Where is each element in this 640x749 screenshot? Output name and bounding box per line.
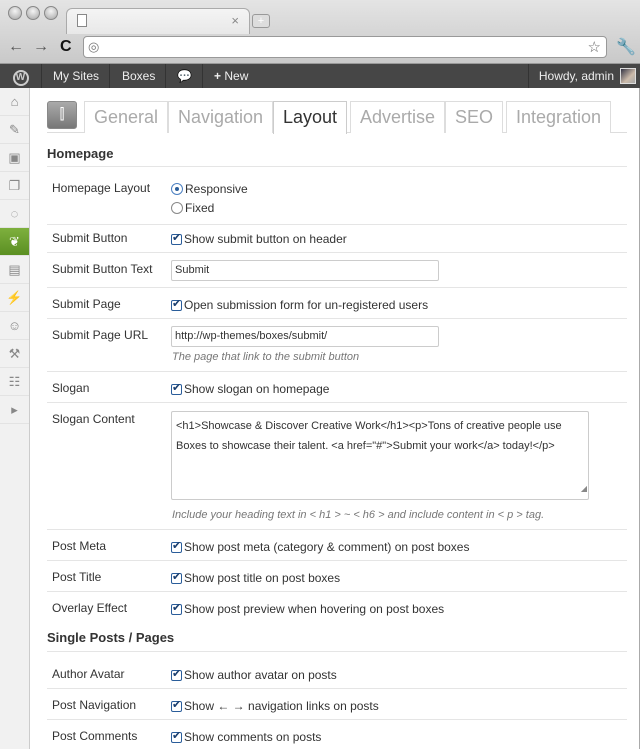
comments-icon[interactable]: ◌ xyxy=(0,200,29,228)
post-comments-label: Post Comments xyxy=(52,729,138,743)
checkbox[interactable] xyxy=(171,300,182,311)
tab-general[interactable]: General xyxy=(84,101,168,133)
new-label: New xyxy=(224,69,249,83)
address-bar[interactable] xyxy=(83,36,607,58)
new-tab-button[interactable]: + xyxy=(252,14,270,28)
divider xyxy=(47,318,627,319)
radio-button[interactable] xyxy=(171,202,183,214)
wordpress-logo-icon[interactable] xyxy=(0,64,42,88)
divider xyxy=(47,529,627,530)
site-link[interactable]: Boxes xyxy=(112,64,166,88)
divider xyxy=(47,402,627,403)
checkbox[interactable] xyxy=(171,542,182,553)
homepage-layout-label: Homepage Layout xyxy=(52,181,151,195)
pin-icon[interactable]: ✎ xyxy=(0,116,29,144)
checkbox[interactable] xyxy=(171,604,182,615)
post-navigation-checkbox[interactable] xyxy=(171,699,379,713)
post-meta-checkbox[interactable] xyxy=(171,540,469,554)
post-comments-checkbox[interactable] xyxy=(171,730,321,744)
my-sites-link[interactable]: My Sites xyxy=(43,64,110,88)
submit-button-text-input[interactable]: Submit xyxy=(171,260,439,281)
users-icon[interactable]: ☺ xyxy=(0,312,29,340)
wp-logo-glyph: W xyxy=(13,70,29,86)
radio-responsive[interactable] xyxy=(171,182,248,196)
divider xyxy=(47,371,627,372)
divider xyxy=(47,166,627,167)
post-navigation-label: Post Navigation xyxy=(52,698,137,712)
checkbox[interactable] xyxy=(171,732,182,743)
submit-button-checkbox[interactable] xyxy=(171,232,347,246)
checkbox-label: Show post meta (category & comment) on post boxes xyxy=(184,540,470,554)
plus-icon: + xyxy=(214,69,222,83)
divider xyxy=(47,688,627,689)
reload-button[interactable]: C xyxy=(60,38,72,55)
collapse-icon[interactable]: ▸ xyxy=(0,396,29,424)
checkbox-label: Show comments on posts xyxy=(184,730,322,744)
slogan-content-hint: Include your heading text in < h1 > ~ < h6 > and include content in < p > tag. xyxy=(172,509,545,521)
howdy-text: Howdy, admin xyxy=(538,69,614,83)
radio-label: Responsive xyxy=(185,182,248,196)
divider xyxy=(47,287,627,288)
resize-handle-icon[interactable]: ◢ xyxy=(580,484,587,493)
checkbox-label: Show post title on post boxes xyxy=(184,571,341,585)
divider xyxy=(47,252,627,253)
tab-navigation[interactable]: Navigation xyxy=(168,101,273,133)
tab-advertise[interactable]: Advertise xyxy=(350,101,445,133)
checkbox-label: Show slogan on homepage xyxy=(184,382,330,396)
checkbox-label: Show author avatar on posts xyxy=(184,668,337,682)
media-icon[interactable]: ▣ xyxy=(0,144,29,172)
submit-page-checkbox[interactable] xyxy=(171,298,428,312)
author-avatar-label: Author Avatar xyxy=(52,667,125,681)
post-title-checkbox[interactable] xyxy=(171,571,340,585)
checkbox-label: Show ← → navigation links on posts xyxy=(184,699,379,713)
radio-label: Fixed xyxy=(185,201,215,215)
divider xyxy=(47,719,627,720)
checkbox-label: Show submit button on header xyxy=(184,232,347,246)
checkbox-label: Open submission form for un-registered users xyxy=(184,298,429,312)
slogan-content-textarea[interactable] xyxy=(171,411,589,500)
globe-icon: ◎ xyxy=(88,39,100,54)
slogan-checkbox[interactable] xyxy=(171,382,329,396)
tab-close-icon[interactable]: × xyxy=(231,13,239,28)
textarea-value: <h1>Showcase & Discover Creative Work</h1><p>Tons of creative people use Boxes to showcase their talent. <a href="#">Submit your work</a> today!</p> xyxy=(176,420,562,452)
admin-sidebar xyxy=(0,88,30,749)
submit-url-hint: The page that link to the submit button xyxy=(172,351,360,363)
appearance-icon[interactable]: ▤ xyxy=(0,256,29,284)
post-meta-label: Post Meta xyxy=(52,539,107,553)
zoom-window-button[interactable] xyxy=(44,6,58,20)
overlay-effect-label: Overlay Effect xyxy=(52,601,128,615)
pages-icon[interactable]: ❐ xyxy=(0,172,29,200)
tab-layout[interactable]: Layout xyxy=(273,101,347,134)
single-posts-heading: Single Posts / Pages xyxy=(47,630,175,645)
divider xyxy=(47,560,627,561)
options-tabs xyxy=(47,100,627,133)
browser-chrome xyxy=(0,0,640,64)
forward-button[interactable]: → xyxy=(33,38,49,55)
submit-page-label: Submit Page xyxy=(52,297,121,311)
tab-integration[interactable]: Integration xyxy=(506,101,611,133)
divider xyxy=(47,591,627,592)
submit-page-url-label: Submit Page URL xyxy=(52,328,149,342)
wrench-icon[interactable]: 🔧 xyxy=(616,39,636,56)
checkbox-label: Show post preview when hovering on post boxes xyxy=(184,602,445,616)
close-window-button[interactable] xyxy=(8,6,22,20)
overlay-effect-checkbox[interactable] xyxy=(171,602,444,616)
radio-fixed[interactable] xyxy=(171,201,214,215)
leaf-icon[interactable]: ❦ xyxy=(0,228,29,256)
settings-icon[interactable]: ☷ xyxy=(0,368,29,396)
checkbox[interactable] xyxy=(171,701,182,712)
slogan-label: Slogan xyxy=(52,381,90,395)
page-icon xyxy=(77,14,87,27)
browser-tab[interactable] xyxy=(66,8,250,34)
comments-icon[interactable]: 💬 xyxy=(167,64,203,88)
submit-page-url-input[interactable]: http://wp-themes/boxes/submit/ xyxy=(171,326,439,347)
settings-sliders-icon: ⫿ xyxy=(47,101,77,129)
submit-button-text-label: Submit Button Text xyxy=(52,262,153,276)
radio-button[interactable] xyxy=(171,183,183,195)
slogan-content-label: Slogan Content xyxy=(52,412,135,426)
checkbox[interactable] xyxy=(171,384,182,395)
avatar xyxy=(620,68,636,84)
author-avatar-checkbox[interactable] xyxy=(171,668,337,682)
minimize-window-button[interactable] xyxy=(26,6,40,20)
theme-options-panel xyxy=(31,88,640,749)
post-title-label: Post Title xyxy=(52,570,102,584)
admin-bar xyxy=(0,64,640,88)
plugins-icon[interactable]: ⚡ xyxy=(0,284,29,312)
tab-seo[interactable]: SEO xyxy=(445,101,503,133)
divider xyxy=(47,224,627,225)
home-icon[interactable]: ⌂ xyxy=(0,88,29,116)
tools-icon[interactable]: ⚒ xyxy=(0,340,29,368)
back-button[interactable]: ← xyxy=(8,38,24,55)
checkbox[interactable] xyxy=(171,234,182,245)
homepage-heading: Homepage xyxy=(47,146,114,161)
account-menu[interactable] xyxy=(528,64,640,88)
new-content-link[interactable] xyxy=(204,64,258,88)
bookmark-star-icon[interactable]: ☆ xyxy=(587,39,601,56)
checkbox[interactable] xyxy=(171,573,182,584)
submit-button-label: Submit Button xyxy=(52,231,128,245)
checkbox[interactable] xyxy=(171,670,182,681)
divider xyxy=(47,651,627,652)
